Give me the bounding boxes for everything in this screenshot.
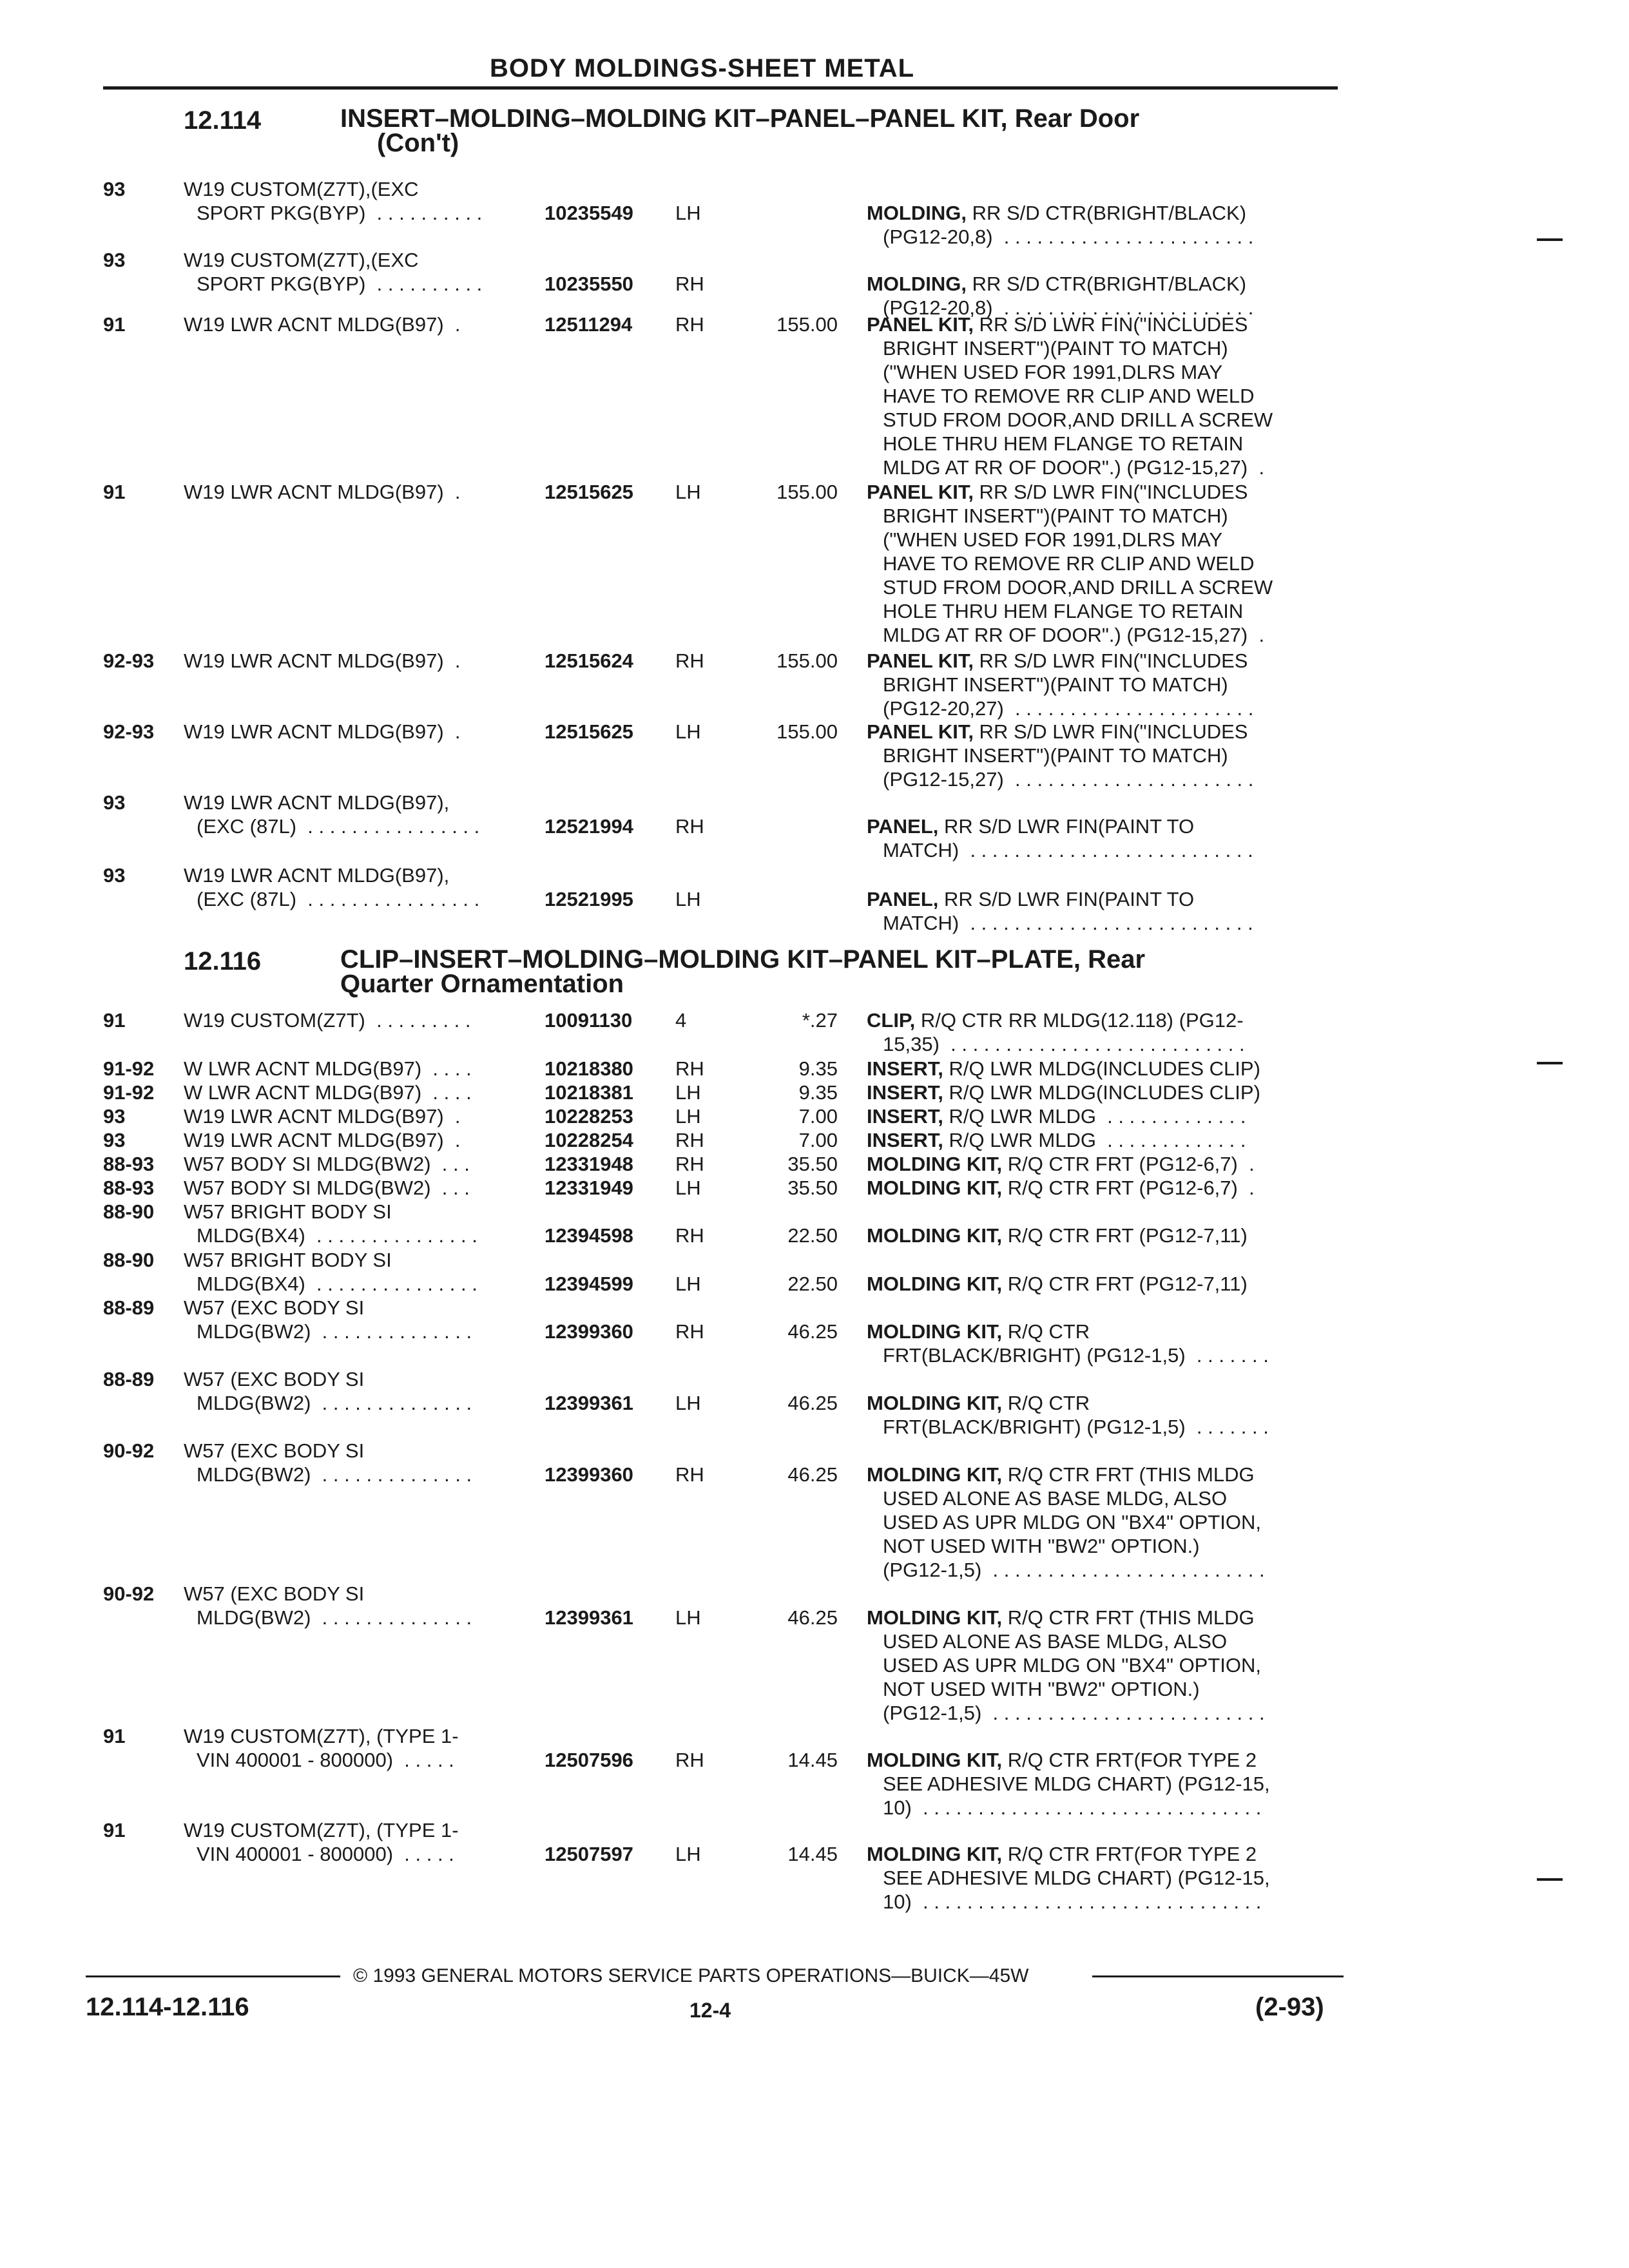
- model-year: 88-89: [103, 1368, 155, 1390]
- part-number: 12394599: [545, 1273, 633, 1295]
- part-name: MOLDING KIT,: [867, 1606, 1003, 1629]
- quantity-side: LH: [675, 1606, 701, 1629]
- part-name: MOLDING,: [867, 273, 967, 295]
- part-description-cont: USED AS UPR MLDG ON "BX4" OPTION,: [883, 1654, 1262, 1677]
- part-description-text: RR S/D LWR FIN("INCLUDES: [973, 649, 1248, 672]
- application-description: W19 LWR ACNT MLDG(B97) .: [184, 313, 461, 336]
- model-year: 91: [103, 1819, 126, 1841]
- model-year: 88-90: [103, 1200, 155, 1223]
- list-price: 14.45: [787, 1843, 838, 1865]
- part-description-text: R/Q LWR MLDG . . . . . . . . . . . . .: [943, 1129, 1246, 1151]
- application-description: W57 (EXC BODY SI: [184, 1296, 365, 1319]
- quantity-side: RH: [675, 815, 704, 838]
- application-description: W19 CUSTOM(Z7T) . . . . . . . . .: [184, 1009, 471, 1032]
- list-price: 155.00: [776, 481, 838, 503]
- part-description: [867, 1463, 1255, 1486]
- application-description: W57 BRIGHT BODY SI: [184, 1249, 392, 1271]
- part-description-text: R/Q CTR FRT (THIS MLDG: [1002, 1463, 1255, 1486]
- part-description-text: RR S/D LWR FIN(PAINT TO: [938, 815, 1195, 838]
- part-description-text: R/Q CTR FRT(FOR TYPE 2: [1002, 1843, 1257, 1865]
- part-number: 12515625: [545, 720, 633, 743]
- part-description: [867, 1606, 1255, 1629]
- quantity-side: RH: [675, 1320, 704, 1343]
- part-name: PANEL,: [867, 888, 939, 910]
- application-description-cont: MLDG(BW2) . . . . . . . . . . . . . .: [197, 1392, 472, 1414]
- application-description: W19 CUSTOM(Z7T), (TYPE 1-: [184, 1819, 459, 1841]
- list-price: 46.25: [787, 1392, 838, 1414]
- part-description-cont: SEE ADHESIVE MLDG CHART) (PG12-15,: [883, 1773, 1270, 1795]
- model-year: 91: [103, 1725, 126, 1747]
- model-year: 93: [103, 249, 126, 271]
- part-number: 12515625: [545, 481, 633, 503]
- part-description: [867, 272, 1246, 296]
- section-116-subtitle: Quarter Ornamentation: [340, 970, 624, 998]
- part-description-cont: BRIGHT INSERT")(PAINT TO MATCH): [883, 505, 1228, 527]
- part-description-cont: USED AS UPR MLDG ON "BX4" OPTION,: [883, 1511, 1262, 1533]
- part-description-cont: (PG12-1,5) . . . . . . . . . . . . . . . . . . . . . . . . .: [883, 1702, 1265, 1724]
- list-price: *.27: [802, 1009, 838, 1032]
- part-description-cont: MATCH) . . . . . . . . . . . . . . . . . . . . . . . . . .: [883, 839, 1253, 861]
- application-description-cont: MLDG(BW2) . . . . . . . . . . . . . .: [197, 1320, 472, 1343]
- margin-mark: [1537, 238, 1563, 241]
- section-114-title: [340, 106, 1139, 155]
- application-description: W19 LWR ACNT MLDG(B97) .: [184, 720, 461, 743]
- application-description: W19 LWR ACNT MLDG(B97) .: [184, 1129, 461, 1151]
- section-114-title-line: INSERT–MOLDING–MOLDING KIT–PANEL–PANEL KIT, Rear Door: [340, 104, 1140, 133]
- model-year: 91: [103, 481, 126, 503]
- list-price: 7.00: [798, 1105, 838, 1128]
- part-description-text: R/Q CTR FRT (THIS MLDG: [1002, 1606, 1255, 1629]
- part-description: [867, 720, 1248, 744]
- part-number: 10235549: [545, 202, 633, 224]
- application-description: W57 BRIGHT BODY SI: [184, 1200, 392, 1223]
- footer-rule-right: [1092, 1975, 1344, 1977]
- part-name: PANEL,: [867, 815, 939, 838]
- part-description: [867, 814, 1194, 838]
- model-year: 93: [103, 1105, 126, 1128]
- application-description: W19 LWR ACNT MLDG(B97) .: [184, 481, 461, 503]
- section-116-title-line: CLIP–INSERT–MOLDING–MOLDING KIT–PANEL KIT–PLATE, Rear: [340, 945, 1146, 974]
- quantity-side: 4: [675, 1009, 687, 1032]
- part-description-cont: BRIGHT INSERT")(PAINT TO MATCH): [883, 673, 1228, 696]
- part-description: [867, 1748, 1257, 1772]
- part-description-cont: USED ALONE AS BASE MLDG, ALSO: [883, 1630, 1228, 1653]
- part-number: 12331949: [545, 1177, 633, 1199]
- model-year: 91-92: [103, 1081, 155, 1104]
- application-description-cont: SPORT PKG(BYP) . . . . . . . . . .: [197, 202, 483, 224]
- model-year: 92-93: [103, 649, 155, 672]
- quantity-side: LH: [675, 1081, 701, 1104]
- part-name: MOLDING KIT,: [867, 1224, 1003, 1247]
- list-price: 155.00: [776, 313, 838, 336]
- part-description-text: RR S/D CTR(BRIGHT/BLACK): [967, 202, 1247, 224]
- list-price: 14.45: [787, 1749, 838, 1771]
- part-description-cont: 10) . . . . . . . . . . . . . . . . . . . . . . . . . . . . . . .: [883, 1796, 1262, 1819]
- part-name: MOLDING KIT,: [867, 1320, 1003, 1343]
- application-description-cont: SPORT PKG(BYP) . . . . . . . . . .: [197, 273, 483, 295]
- application-description: W57 (EXC BODY SI: [184, 1368, 365, 1390]
- part-description-cont: FRT(BLACK/BRIGHT) (PG12-1,5) . . . . . . .: [883, 1344, 1269, 1367]
- list-price: 7.00: [798, 1129, 838, 1151]
- part-name: PANEL KIT,: [867, 720, 974, 743]
- part-description-cont: MATCH) . . . . . . . . . . . . . . . . . . . . . . . . . .: [883, 912, 1253, 934]
- part-description: [867, 1081, 1260, 1104]
- part-name: MOLDING KIT,: [867, 1843, 1003, 1865]
- part-description-cont: BRIGHT INSERT")(PAINT TO MATCH): [883, 337, 1228, 360]
- part-description-cont: 10) . . . . . . . . . . . . . . . . . . . . . . . . . . . . . . .: [883, 1890, 1262, 1913]
- part-description-cont: BRIGHT INSERT")(PAINT TO MATCH): [883, 744, 1228, 767]
- header-rule: [103, 86, 1338, 90]
- list-price: 22.50: [787, 1224, 838, 1247]
- part-name: INSERT,: [867, 1081, 943, 1104]
- part-description-cont: USED ALONE AS BASE MLDG, ALSO: [883, 1487, 1228, 1510]
- model-year: 93: [103, 791, 126, 814]
- part-description-cont: STUD FROM DOOR,AND DRILL A SCREW: [883, 408, 1273, 431]
- part-name: PANEL KIT,: [867, 481, 974, 503]
- application-description-cont: VIN 400001 - 800000) . . . . .: [197, 1843, 454, 1865]
- application-description: W57 (EXC BODY SI: [184, 1439, 365, 1462]
- part-description-text: R/Q CTR: [1002, 1320, 1090, 1343]
- quantity-side: LH: [675, 202, 701, 224]
- model-year: 88-90: [103, 1249, 155, 1271]
- footer-copyright: © 1993 GENERAL MOTORS SERVICE PARTS OPERATIONS—BUICK—45W: [353, 1965, 1029, 1986]
- part-description-text: R/Q CTR RR MLDG(12.118) (PG12-: [915, 1009, 1244, 1032]
- part-description: [867, 1057, 1260, 1081]
- part-description: [867, 1176, 1255, 1200]
- quantity-side: RH: [675, 1057, 704, 1080]
- part-number: 12511294: [545, 313, 633, 336]
- margin-mark: [1537, 1062, 1563, 1064]
- application-description-cont: (EXC (87L) . . . . . . . . . . . . . . . .: [197, 888, 480, 910]
- quantity-side: LH: [675, 1843, 701, 1865]
- part-number: 12521994: [545, 815, 633, 838]
- part-number: 12399361: [545, 1606, 633, 1629]
- part-description-cont: ("WHEN USED FOR 1991,DLRS MAY: [883, 361, 1223, 383]
- list-price: 35.50: [787, 1153, 838, 1175]
- part-number: 12507596: [545, 1749, 633, 1771]
- part-description-cont: HOLE THRU HEM FLANGE TO RETAIN: [883, 432, 1244, 455]
- part-number: 12507597: [545, 1843, 633, 1865]
- part-description-cont: HAVE TO REMOVE RR CLIP AND WELD: [883, 552, 1255, 575]
- part-description-text: R/Q LWR MLDG(INCLUDES CLIP): [943, 1081, 1260, 1104]
- application-description: W LWR ACNT MLDG(B97) . . . .: [184, 1081, 472, 1104]
- application-description-cont: MLDG(BW2) . . . . . . . . . . . . . .: [197, 1606, 472, 1629]
- footer-page-number: 12-4: [689, 1999, 731, 2022]
- list-price: 46.25: [787, 1320, 838, 1343]
- quantity-side: RH: [675, 313, 704, 336]
- part-number: 12515624: [545, 649, 633, 672]
- quantity-side: LH: [675, 1392, 701, 1414]
- application-description: W19 CUSTOM(Z7T),(EXC: [184, 178, 419, 200]
- part-description-text: R/Q CTR FRT(FOR TYPE 2: [1002, 1749, 1257, 1771]
- part-number: 10228254: [545, 1129, 633, 1151]
- quantity-side: LH: [675, 888, 701, 910]
- model-year: 88-89: [103, 1296, 155, 1319]
- application-description-cont: MLDG(BW2) . . . . . . . . . . . . . .: [197, 1463, 472, 1486]
- part-description: [867, 1272, 1248, 1296]
- part-description: [867, 312, 1248, 336]
- part-description-text: R/Q CTR FRT (PG12-7,11): [1002, 1224, 1248, 1247]
- part-number: 12399360: [545, 1463, 633, 1486]
- part-description-text: R/Q LWR MLDG(INCLUDES CLIP): [943, 1057, 1260, 1080]
- model-year: 92-93: [103, 720, 155, 743]
- footer-rule-left: [86, 1975, 340, 1977]
- application-description: W19 LWR ACNT MLDG(B97),: [184, 864, 450, 887]
- model-year: 88-93: [103, 1177, 155, 1199]
- part-description-cont: (PG12-20,8) . . . . . . . . . . . . . . . . . . . . . . .: [883, 296, 1254, 319]
- part-number: 12394598: [545, 1224, 633, 1247]
- part-description: [867, 1128, 1246, 1152]
- part-description-cont: (PG12-1,5) . . . . . . . . . . . . . . . . . . . . . . . . .: [883, 1559, 1265, 1581]
- part-number: 10228253: [545, 1105, 633, 1128]
- application-description: W19 LWR ACNT MLDG(B97) .: [184, 649, 461, 672]
- part-description: [867, 1320, 1090, 1343]
- part-number: 12399361: [545, 1392, 633, 1414]
- section-114-subtitle: (Con't): [377, 129, 459, 157]
- list-price: 46.25: [787, 1463, 838, 1486]
- quantity-side: RH: [675, 1463, 704, 1486]
- application-description: W LWR ACNT MLDG(B97) . . . .: [184, 1057, 472, 1080]
- quantity-side: LH: [675, 481, 701, 503]
- part-description: [867, 1391, 1090, 1415]
- quantity-side: RH: [675, 1224, 704, 1247]
- part-description-text: RR S/D CTR(BRIGHT/BLACK): [967, 273, 1247, 295]
- part-description-cont: MLDG AT RR OF DOOR".) (PG12-15,27) .: [883, 456, 1265, 479]
- application-description: W19 CUSTOM(Z7T),(EXC: [184, 249, 419, 271]
- footer-revision-date: (2-93): [1255, 1993, 1324, 2021]
- quantity-side: RH: [675, 1153, 704, 1175]
- margin-mark: [1537, 1878, 1563, 1881]
- application-description: W57 BODY SI MLDG(BW2) . . .: [184, 1153, 470, 1175]
- part-description-cont: (PG12-15,27) . . . . . . . . . . . . . . . . . . . . . .: [883, 768, 1254, 791]
- model-year: 91-92: [103, 1057, 155, 1080]
- list-price: 46.25: [787, 1606, 838, 1629]
- quantity-side: RH: [675, 1749, 704, 1771]
- quantity-side: LH: [675, 1105, 701, 1128]
- application-description-cont: MLDG(BX4) . . . . . . . . . . . . . . .: [197, 1273, 477, 1295]
- list-price: 155.00: [776, 720, 838, 743]
- part-number: 10235550: [545, 273, 633, 295]
- part-name: MOLDING KIT,: [867, 1177, 1003, 1199]
- part-name: MOLDING KIT,: [867, 1273, 1003, 1295]
- part-description-cont: SEE ADHESIVE MLDG CHART) (PG12-15,: [883, 1867, 1270, 1889]
- list-price: 35.50: [787, 1177, 838, 1199]
- part-description-cont: (PG12-20,27) . . . . . . . . . . . . . . . . . . . . . .: [883, 697, 1254, 720]
- model-year: 93: [103, 1129, 126, 1151]
- part-description: [867, 887, 1194, 911]
- part-description-cont: NOT USED WITH "BW2" OPTION.): [883, 1535, 1200, 1557]
- application-description: W19 CUSTOM(Z7T), (TYPE 1-: [184, 1725, 459, 1747]
- part-description: [867, 1008, 1244, 1032]
- part-number: 12331948: [545, 1153, 633, 1175]
- part-number: 10218380: [545, 1057, 633, 1080]
- part-name: INSERT,: [867, 1105, 943, 1128]
- part-name: MOLDING KIT,: [867, 1153, 1003, 1175]
- page-header-title: BODY MOLDINGS-SHEET METAL: [490, 54, 915, 82]
- application-description-cont: VIN 400001 - 800000) . . . . .: [197, 1749, 454, 1771]
- quantity-side: RH: [675, 273, 704, 295]
- list-price: 9.35: [798, 1081, 838, 1104]
- part-number: 10218381: [545, 1081, 633, 1104]
- part-description-text: R/Q CTR: [1002, 1392, 1090, 1414]
- model-year: 90-92: [103, 1582, 155, 1605]
- part-description-cont: HOLE THRU HEM FLANGE TO RETAIN: [883, 600, 1244, 622]
- model-year: 90-92: [103, 1439, 155, 1462]
- part-number: 10091130: [545, 1009, 633, 1032]
- part-description-text: RR S/D LWR FIN("INCLUDES: [973, 720, 1248, 743]
- list-price: 22.50: [787, 1273, 838, 1295]
- part-name: PANEL KIT,: [867, 649, 974, 672]
- application-description: W57 BODY SI MLDG(BW2) . . .: [184, 1177, 470, 1199]
- section-116-number: 12.116: [184, 947, 262, 975]
- part-description-cont: NOT USED WITH "BW2" OPTION.): [883, 1678, 1200, 1700]
- part-name: CLIP,: [867, 1009, 916, 1032]
- part-name: MOLDING KIT,: [867, 1463, 1003, 1486]
- model-year: 88-93: [103, 1153, 155, 1175]
- part-description-text: R/Q CTR FRT (PG12-7,11): [1002, 1273, 1248, 1295]
- part-description-text: R/Q CTR FRT (PG12-6,7) .: [1002, 1177, 1255, 1199]
- list-price: 9.35: [798, 1057, 838, 1080]
- part-name: MOLDING KIT,: [867, 1392, 1003, 1414]
- part-description-cont: 15,35) . . . . . . . . . . . . . . . . . . . . . . . . . . .: [883, 1033, 1245, 1055]
- application-description: W57 (EXC BODY SI: [184, 1582, 365, 1605]
- part-description-text: RR S/D LWR FIN("INCLUDES: [973, 481, 1248, 503]
- part-name: INSERT,: [867, 1129, 943, 1151]
- part-description-cont: ("WHEN USED FOR 1991,DLRS MAY: [883, 528, 1223, 551]
- part-name: PANEL KIT,: [867, 313, 974, 336]
- model-year: 91: [103, 313, 126, 336]
- part-number: 12399360: [545, 1320, 633, 1343]
- list-price: 155.00: [776, 649, 838, 672]
- part-description: [867, 1224, 1248, 1247]
- part-description: [867, 201, 1246, 225]
- quantity-side: LH: [675, 1273, 701, 1295]
- part-name: MOLDING KIT,: [867, 1749, 1003, 1771]
- part-description: [867, 1104, 1246, 1128]
- footer-section-range: 12.114-12.116: [86, 1993, 249, 2021]
- part-description-text: R/Q CTR FRT (PG12-6,7) .: [1002, 1153, 1255, 1175]
- application-description-cont: (EXC (87L) . . . . . . . . . . . . . . . .: [197, 815, 480, 838]
- quantity-side: RH: [675, 1129, 704, 1151]
- application-description-cont: MLDG(BX4) . . . . . . . . . . . . . . .: [197, 1224, 477, 1247]
- part-description-text: R/Q LWR MLDG . . . . . . . . . . . . .: [943, 1105, 1246, 1128]
- part-description-text: RR S/D LWR FIN(PAINT TO: [938, 888, 1195, 910]
- application-description: W19 LWR ACNT MLDG(B97) .: [184, 1105, 461, 1128]
- part-name: MOLDING,: [867, 202, 967, 224]
- part-description: [867, 1842, 1257, 1866]
- quantity-side: LH: [675, 720, 701, 743]
- application-description: W19 LWR ACNT MLDG(B97),: [184, 791, 450, 814]
- quantity-side: LH: [675, 1177, 701, 1199]
- part-description-cont: MLDG AT RR OF DOOR".) (PG12-15,27) .: [883, 624, 1265, 646]
- section-116-title: [340, 947, 1145, 996]
- part-description-cont: HAVE TO REMOVE RR CLIP AND WELD: [883, 385, 1255, 407]
- model-year: 91: [103, 1009, 126, 1032]
- part-description: [867, 1152, 1255, 1176]
- section-114-number: 12.114: [184, 106, 262, 135]
- part-description: [867, 649, 1248, 673]
- part-number: 12521995: [545, 888, 633, 910]
- part-description-cont: STUD FROM DOOR,AND DRILL A SCREW: [883, 576, 1273, 599]
- model-year: 93: [103, 178, 126, 200]
- part-name: INSERT,: [867, 1057, 943, 1080]
- part-description-text: RR S/D LWR FIN("INCLUDES: [973, 313, 1248, 336]
- part-description: [867, 480, 1248, 504]
- quantity-side: RH: [675, 649, 704, 672]
- part-description-cont: FRT(BLACK/BRIGHT) (PG12-1,5) . . . . . . .: [883, 1416, 1269, 1438]
- model-year: 93: [103, 864, 126, 887]
- part-description-cont: (PG12-20,8) . . . . . . . . . . . . . . . . . . . . . . .: [883, 226, 1254, 248]
